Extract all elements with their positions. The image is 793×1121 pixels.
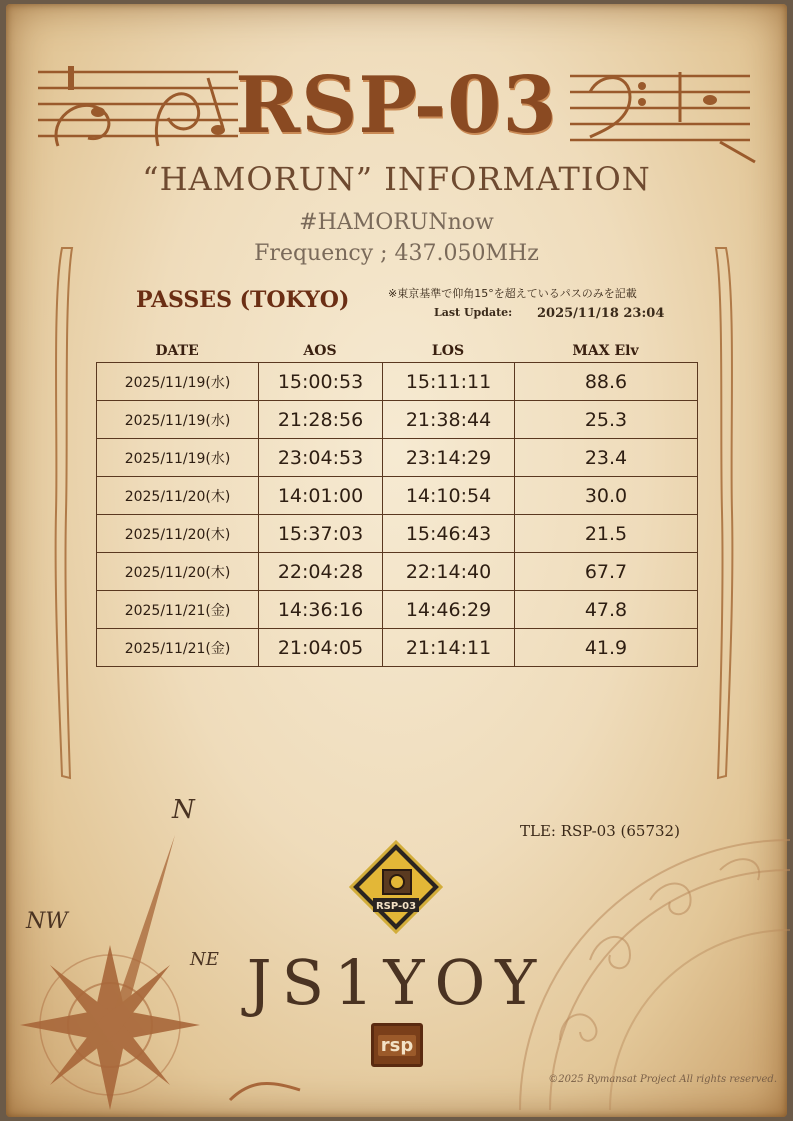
cell-date: 2025/11/19(水) — [97, 401, 259, 439]
cell-max-elv: 30.0 — [515, 477, 698, 515]
cell-los: 14:10:54 — [383, 477, 515, 515]
passes-heading: PASSES (TOKYO) — [136, 287, 350, 313]
cell-max-elv: 67.7 — [515, 553, 698, 591]
cell-los: 15:46:43 — [383, 515, 515, 553]
cell-date: 2025/11/20(木) — [97, 553, 259, 591]
page-subtitle: “HAMORUN” INFORMATION — [142, 160, 651, 198]
cell-los: 21:14:11 — [383, 629, 515, 667]
last-update-label: Last Update: — [434, 306, 513, 319]
copyright-text: ©2025 Rymansat Project All rights reserved. — [548, 1074, 777, 1085]
rsp-logo-text: rsp — [378, 1035, 416, 1056]
cell-max-elv: 23.4 — [515, 439, 698, 477]
table-row — [97, 629, 698, 667]
column-header-los: LOS — [431, 343, 465, 359]
cell-date: 2025/11/21(金) — [97, 591, 259, 629]
cell-los: 22:14:40 — [383, 553, 515, 591]
cell-aos: 21:28:56 — [259, 401, 383, 439]
cell-date: 2025/11/21(金) — [97, 629, 259, 667]
hashtag-text: #HAMORUNnow — [299, 210, 494, 235]
cell-max-elv: 21.5 — [515, 515, 698, 553]
cell-aos: 21:04:05 — [259, 629, 383, 667]
rsp-logo — [371, 1023, 423, 1067]
last-update-value: 2025/11/18 23:04 — [537, 306, 665, 321]
frequency-text: Frequency ; 437.050MHz — [254, 241, 539, 266]
badge-label: RSP-03 — [375, 901, 417, 912]
cell-los: 23:14:29 — [383, 439, 515, 477]
cell-max-elv: 41.9 — [515, 629, 698, 667]
passes-table-container — [96, 340, 697, 667]
cell-aos: 23:04:53 — [259, 439, 383, 477]
table-row — [97, 401, 698, 439]
cell-los: 14:46:29 — [383, 591, 515, 629]
cell-max-elv: 25.3 — [515, 401, 698, 439]
rsp-03-satellite-badge — [349, 840, 443, 934]
passes-table — [96, 362, 698, 667]
table-header — [96, 340, 697, 362]
table-row — [97, 553, 698, 591]
cell-aos: 14:36:16 — [259, 591, 383, 629]
table-row — [97, 363, 698, 401]
cell-aos: 14:01:00 — [259, 477, 383, 515]
column-header-max-elv: MAX Elv — [572, 343, 639, 359]
table-row — [97, 515, 698, 553]
cell-aos: 15:00:53 — [259, 363, 383, 401]
cell-aos: 22:04:28 — [259, 553, 383, 591]
callsign-text: JS1YOY — [246, 946, 547, 1019]
column-header-date: DATE — [155, 343, 199, 359]
table-row — [97, 439, 698, 477]
compass-label-nw: NW — [26, 909, 68, 934]
table-row — [97, 477, 698, 515]
compass-label-ne: NE — [190, 949, 219, 970]
cell-los: 15:11:11 — [383, 363, 515, 401]
page-title: RSP-03 — [235, 60, 558, 151]
cell-aos: 15:37:03 — [259, 515, 383, 553]
cell-max-elv: 88.6 — [515, 363, 698, 401]
column-header-aos: AOS — [303, 343, 337, 359]
cell-date: 2025/11/19(水) — [97, 363, 259, 401]
cell-date: 2025/11/20(木) — [97, 515, 259, 553]
cell-date: 2025/11/19(水) — [97, 439, 259, 477]
tle-text: TLE: RSP-03 (65732) — [520, 822, 680, 840]
cell-los: 21:38:44 — [383, 401, 515, 439]
passes-note: ※東京基準で仰角15°を超えているパスのみを記載 — [388, 287, 637, 300]
compass-label-n: N — [172, 795, 195, 825]
cell-max-elv: 47.8 — [515, 591, 698, 629]
cell-date: 2025/11/20(木) — [97, 477, 259, 515]
table-row — [97, 591, 698, 629]
